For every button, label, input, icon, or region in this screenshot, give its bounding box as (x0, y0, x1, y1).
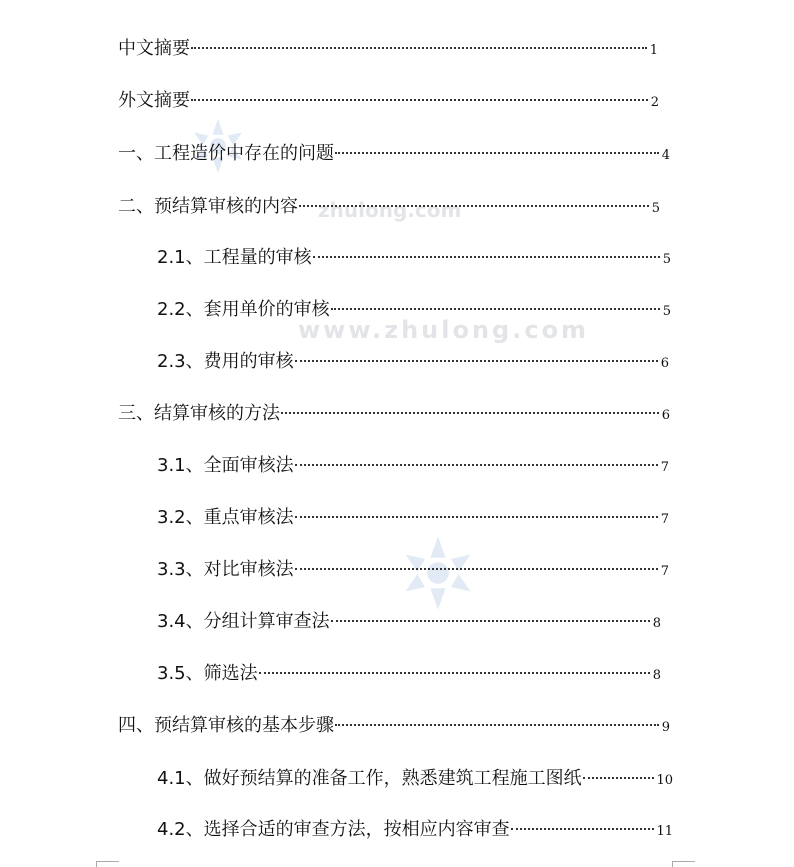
toc-entry[interactable] (157, 557, 669, 583)
toc-entry[interactable] (157, 766, 673, 792)
toc-entry[interactable] (118, 88, 659, 114)
toc-dot-leader (331, 619, 650, 622)
toc-entry-title: 2.3、费用的审核 (157, 351, 294, 372)
toc-entry-title: 3.2、重点审核法 (157, 507, 294, 528)
toc-page-number: 8 (652, 616, 661, 631)
toc-entry-title: 2.2、套用单价的审核 (157, 299, 330, 320)
toc-entry[interactable] (118, 713, 670, 739)
toc-dot-leader (583, 776, 655, 779)
toc-page-number: 1 (649, 43, 658, 58)
toc-entry[interactable] (118, 141, 670, 167)
toc-page-number: 4 (661, 148, 670, 163)
toc-entry-title: 一、工程造价中存在的问题 (118, 143, 334, 164)
toc-entry[interactable] (118, 194, 660, 220)
toc-entry[interactable] (157, 609, 661, 635)
toc-entry-title: 四、预结算审核的基本步骤 (118, 715, 334, 736)
toc-dot-leader (259, 671, 650, 674)
toc-page-number: 10 (656, 773, 673, 788)
toc-entry-title: 二、预结算审核的内容 (118, 196, 298, 217)
toc-entry[interactable] (157, 505, 669, 531)
toc-dot-leader (335, 151, 659, 154)
toc-entry[interactable] (118, 401, 670, 427)
toc-entry-title: 4.1、做好预结算的准备工作，熟悉建筑工程施工图纸 (157, 768, 582, 789)
toc-dot-leader (331, 307, 660, 310)
toc-entry-title: 三、结算审核的方法 (118, 403, 280, 424)
toc-dot-leader (295, 359, 658, 362)
toc-page-number: 6 (660, 356, 669, 371)
toc-entry-title: 3.3、对比审核法 (157, 559, 294, 580)
toc-entry-title: 外文摘要 (118, 90, 190, 111)
toc-page-number: 9 (661, 720, 670, 735)
toc-entry-title: 3.5、筛选法 (157, 663, 258, 684)
toc-entry[interactable] (157, 349, 669, 375)
toc-dot-leader (295, 567, 658, 570)
toc-entry-title: 3.1、全面审核法 (157, 455, 294, 476)
page-corner-mark-right (672, 861, 695, 867)
toc-entry-title: 2.1、工程量的审核 (157, 247, 312, 268)
toc-dot-leader (281, 411, 659, 414)
toc-page-number: 7 (660, 564, 669, 579)
toc-entry[interactable] (157, 245, 671, 271)
toc-dot-leader (295, 463, 658, 466)
toc-entry[interactable] (157, 453, 669, 479)
toc-page-number: 5 (662, 252, 671, 267)
toc-page-number: 5 (662, 304, 671, 319)
toc-page-number: 2 (650, 95, 659, 110)
toc-dot-leader (191, 46, 647, 49)
toc-dot-leader (295, 515, 658, 518)
toc-page-number: 6 (661, 408, 670, 423)
toc-page-number: 7 (660, 512, 669, 527)
page-corner-mark-left (96, 861, 119, 867)
watermark-site-text: zhulong.com (318, 198, 462, 222)
toc-entry[interactable] (157, 297, 671, 323)
toc-dot-leader (191, 98, 648, 101)
toc-page-number: 5 (651, 201, 660, 216)
toc-entry-title: 4.2、选择合适的审查方法，按相应内容审查 (157, 819, 510, 840)
toc-page-number: 8 (652, 668, 661, 683)
toc-dot-leader (313, 255, 660, 258)
toc-dot-leader (335, 723, 659, 726)
toc-entry[interactable] (157, 817, 673, 843)
toc-entry-title: 中文摘要 (118, 38, 190, 59)
toc-page-number: 7 (660, 460, 669, 475)
toc-page-number: 11 (656, 824, 673, 839)
toc-entry-title: 3.4、分组计算审查法 (157, 611, 330, 632)
toc-dot-leader (299, 204, 649, 207)
toc-entry[interactable] (118, 36, 658, 62)
toc-entry[interactable] (157, 661, 661, 687)
watermark-banner-text: www.zhulong.com (298, 316, 590, 344)
toc-dot-leader (511, 827, 655, 830)
